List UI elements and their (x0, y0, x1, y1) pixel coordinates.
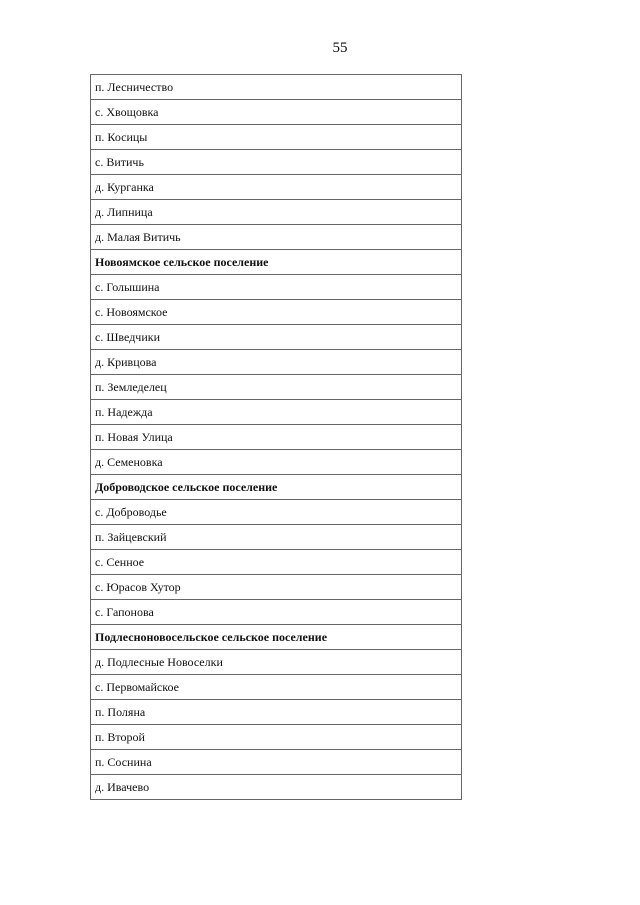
settlement-row: п. Надежда (91, 400, 461, 425)
settlement-row: п. Поляна (91, 700, 461, 725)
settlement-row: с. Первомайское (91, 675, 461, 700)
settlement-row: д. Липница (91, 200, 461, 225)
settlement-row: п. Соснина (91, 750, 461, 775)
settlement-row: д. Кривцова (91, 350, 461, 375)
settlement-group-header: Подлесноновосельское сельское поселение (91, 625, 461, 650)
settlement-row: с. Доброводье (91, 500, 461, 525)
page-number: 55 (332, 40, 348, 56)
settlement-table (90, 74, 462, 800)
settlement-row: п. Земледелец (91, 375, 461, 400)
settlement-group-header: Новоямское сельское поселение (91, 250, 461, 275)
settlement-row: с. Шведчики (91, 325, 461, 350)
settlement-row: с. Юрасов Хутор (91, 575, 461, 600)
settlement-row: с. Голышина (91, 275, 461, 300)
settlement-row: д. Подлесные Новоселки (91, 650, 461, 675)
settlement-row: с. Новоямское (91, 300, 461, 325)
settlement-row: д. Семеновка (91, 450, 461, 475)
settlement-row: с. Гапонова (91, 600, 461, 625)
settlement-row: п. Зайцевский (91, 525, 461, 550)
settlement-row: п. Второй (91, 725, 461, 750)
settlement-row: с. Сенное (91, 550, 461, 575)
settlement-row: с. Хвощовка (91, 100, 461, 125)
settlement-row: д. Курганка (91, 175, 461, 200)
settlement-row: д. Ивачево (91, 775, 461, 800)
settlement-row: п. Новая Улица (91, 425, 461, 450)
settlement-group-header: Доброводское сельское поселение (91, 475, 461, 500)
settlement-row: п. Косицы (91, 125, 461, 150)
settlement-row: с. Витичь (91, 150, 461, 175)
settlement-row: д. Малая Витичь (91, 225, 461, 250)
settlement-row: п. Лесничество (91, 75, 461, 100)
